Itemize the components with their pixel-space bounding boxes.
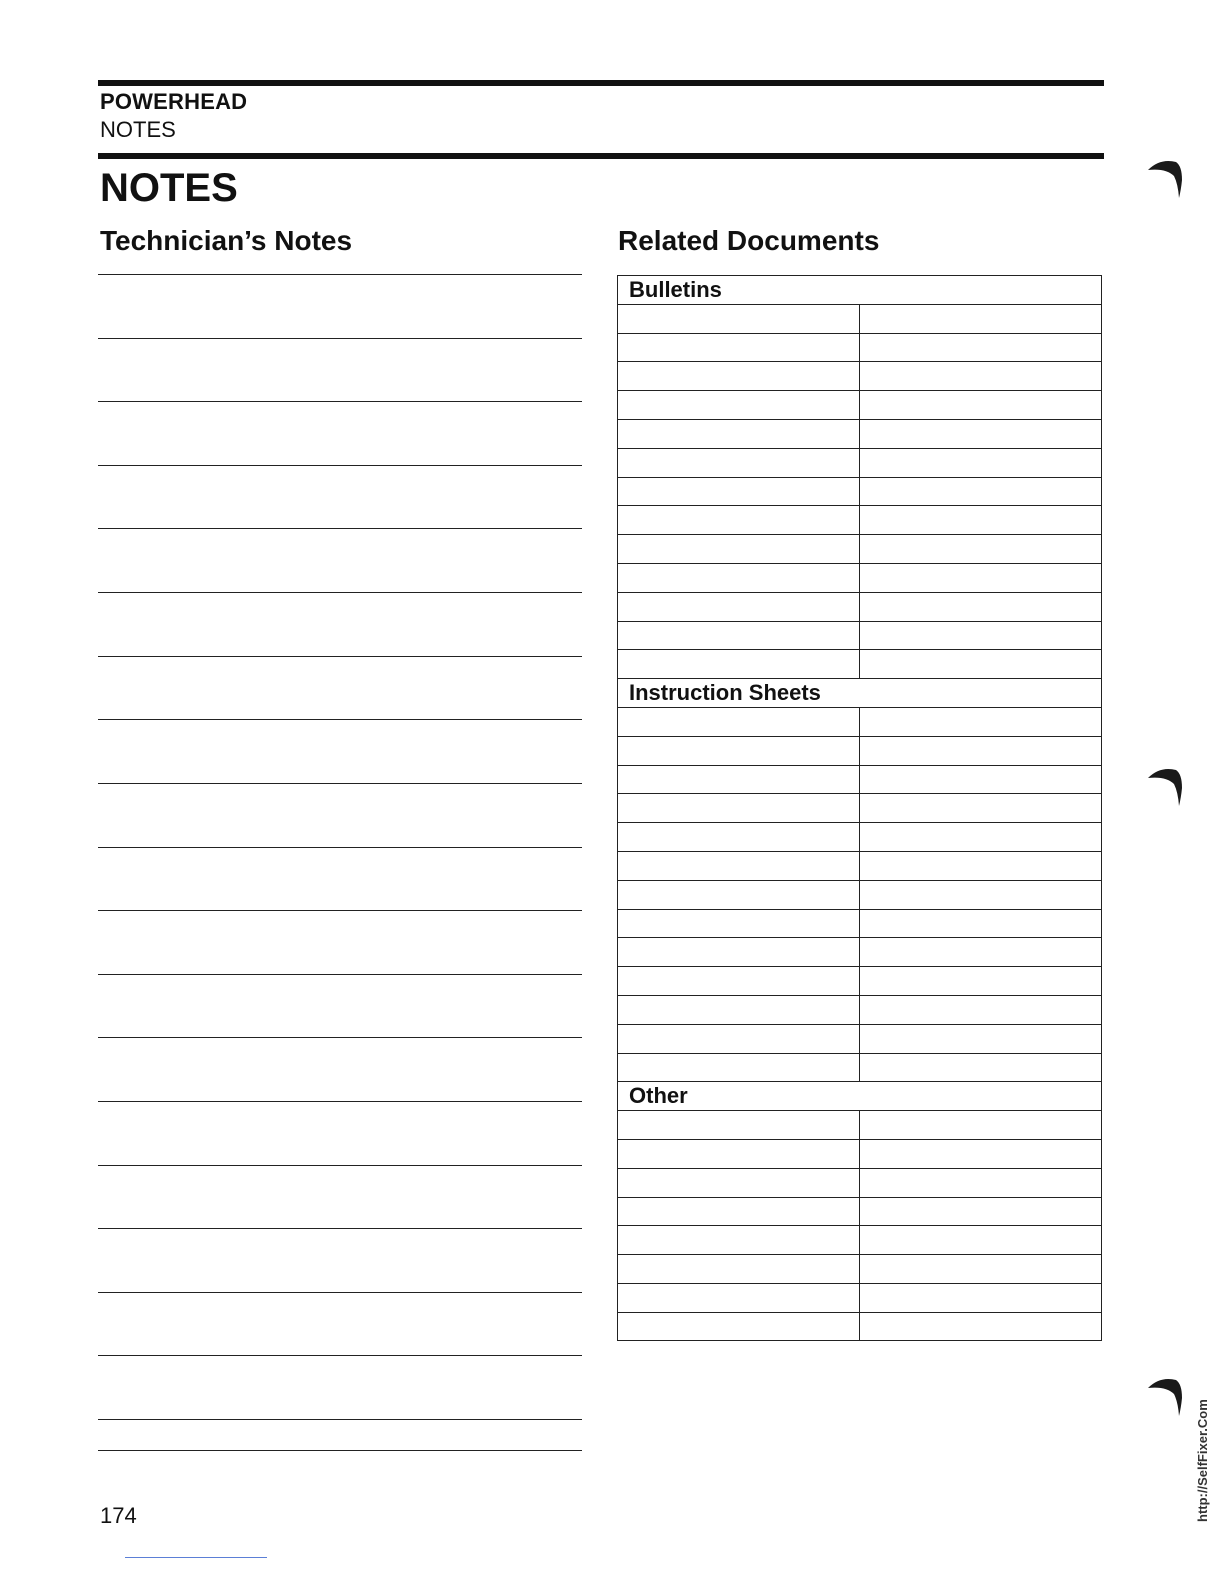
document-number-cell xyxy=(618,995,860,1024)
document-title-cell xyxy=(860,736,1102,765)
document-group-label: Instruction Sheets xyxy=(618,679,1102,708)
document-number-cell xyxy=(618,1283,860,1312)
document-entry-row xyxy=(618,333,1102,362)
document-entry-row xyxy=(618,592,1102,621)
technicians-notes-heading: Technician’s Notes xyxy=(100,225,353,256)
document-number-cell xyxy=(618,419,860,448)
document-number-cell xyxy=(618,880,860,909)
document-title-cell xyxy=(860,909,1102,938)
document-entry-row xyxy=(618,1139,1102,1168)
document-title-cell xyxy=(860,1139,1102,1168)
document-title-cell xyxy=(860,707,1102,736)
document-entry-row xyxy=(618,736,1102,765)
document-number-cell xyxy=(618,1197,860,1226)
document-number-cell xyxy=(618,535,860,564)
document-entry-row xyxy=(618,506,1102,535)
note-line xyxy=(98,338,582,339)
document-group-header-row xyxy=(618,276,1102,305)
document-number-cell xyxy=(618,851,860,880)
document-group-header-row xyxy=(618,1082,1102,1111)
document-title-cell xyxy=(860,1255,1102,1284)
document-title-cell xyxy=(860,880,1102,909)
document-entry-row xyxy=(618,794,1102,823)
document-title-cell xyxy=(860,1226,1102,1255)
document-entry-row xyxy=(618,995,1102,1024)
page-title: NOTES xyxy=(100,166,238,210)
document-entry-row xyxy=(618,391,1102,420)
note-line xyxy=(98,528,582,529)
document-title-cell xyxy=(860,1111,1102,1140)
document-title-cell xyxy=(860,304,1102,333)
document-entry-row xyxy=(618,1053,1102,1082)
document-number-cell xyxy=(618,736,860,765)
note-line xyxy=(98,974,582,975)
document-title-cell xyxy=(860,506,1102,535)
watermark-text: http://SelfFixer.Com xyxy=(1195,1399,1210,1522)
document-title-cell xyxy=(860,995,1102,1024)
document-entry-row xyxy=(618,765,1102,794)
document-number-cell xyxy=(618,967,860,996)
note-line xyxy=(98,1037,582,1038)
document-title-cell xyxy=(860,938,1102,967)
document-entry-row xyxy=(618,535,1102,564)
note-line xyxy=(98,465,582,466)
document-number-cell xyxy=(618,391,860,420)
document-entry-row xyxy=(618,851,1102,880)
document-title-cell xyxy=(860,1024,1102,1053)
document-number-cell xyxy=(618,333,860,362)
note-line xyxy=(98,847,582,848)
document-title-cell xyxy=(860,794,1102,823)
document-title-cell xyxy=(860,419,1102,448)
document-entry-row xyxy=(618,650,1102,679)
document-entry-row xyxy=(618,563,1102,592)
note-line xyxy=(98,656,582,657)
document-title-cell xyxy=(860,1283,1102,1312)
document-number-cell xyxy=(618,765,860,794)
document-entry-row xyxy=(618,967,1102,996)
document-entry-row xyxy=(618,1226,1102,1255)
document-title-cell xyxy=(860,1197,1102,1226)
document-entry-row xyxy=(618,448,1102,477)
document-title-cell xyxy=(860,362,1102,391)
document-title-cell xyxy=(860,535,1102,564)
note-line xyxy=(98,783,582,784)
note-line xyxy=(98,274,582,275)
document-entry-row xyxy=(618,1283,1102,1312)
document-entry-row xyxy=(618,1111,1102,1140)
document-entry-row xyxy=(618,1312,1102,1341)
document-number-cell xyxy=(618,592,860,621)
document-number-cell xyxy=(618,1226,860,1255)
binder-hole-icon xyxy=(1146,1376,1186,1416)
document-number-cell xyxy=(618,1111,860,1140)
document-entry-row xyxy=(618,621,1102,650)
document-group-label: Bulletins xyxy=(618,276,1102,305)
document-title-cell xyxy=(860,391,1102,420)
section-subtitle: NOTES xyxy=(100,117,176,142)
document-entry-row xyxy=(618,909,1102,938)
document-number-cell xyxy=(618,448,860,477)
document-entry-row xyxy=(618,707,1102,736)
document-number-cell xyxy=(618,563,860,592)
note-line xyxy=(98,1450,582,1451)
note-line xyxy=(98,1419,582,1420)
document-title-cell xyxy=(860,1312,1102,1341)
document-number-cell xyxy=(618,1168,860,1197)
document-number-cell xyxy=(618,304,860,333)
note-line xyxy=(98,401,582,402)
document-entry-row xyxy=(618,1168,1102,1197)
document-number-cell xyxy=(618,477,860,506)
footer-link-underline xyxy=(125,1557,267,1558)
section-title: POWERHEAD xyxy=(100,89,248,114)
document-title-cell xyxy=(860,448,1102,477)
document-title-cell xyxy=(860,851,1102,880)
document-number-cell xyxy=(618,823,860,852)
document-title-cell xyxy=(860,563,1102,592)
technicians-notes-lines xyxy=(98,0,582,1584)
document-entry-row xyxy=(618,880,1102,909)
document-entry-row xyxy=(618,477,1102,506)
related-documents-heading: Related Documents xyxy=(618,225,880,256)
binder-hole-icon xyxy=(1146,766,1186,806)
note-line xyxy=(98,1101,582,1102)
document-title-cell xyxy=(860,1053,1102,1082)
binder-hole-icon xyxy=(1146,158,1186,198)
document-entry-row xyxy=(618,1024,1102,1053)
document-title-cell xyxy=(860,592,1102,621)
document-number-cell xyxy=(618,1139,860,1168)
document-entry-row xyxy=(618,419,1102,448)
document-number-cell xyxy=(618,362,860,391)
note-line xyxy=(98,910,582,911)
document-title-cell xyxy=(860,1168,1102,1197)
document-title-cell xyxy=(860,823,1102,852)
document-number-cell xyxy=(618,707,860,736)
document-number-cell xyxy=(618,794,860,823)
document-group-header-row xyxy=(618,679,1102,708)
document-title-cell xyxy=(860,621,1102,650)
note-line xyxy=(98,1292,582,1293)
document-group-label: Other xyxy=(618,1082,1102,1111)
document-number-cell xyxy=(618,909,860,938)
related-documents-table xyxy=(617,275,1102,1341)
document-number-cell xyxy=(618,1024,860,1053)
document-number-cell xyxy=(618,650,860,679)
document-title-cell xyxy=(860,333,1102,362)
document-number-cell xyxy=(618,1255,860,1284)
document-entry-row xyxy=(618,362,1102,391)
page-number: 174 xyxy=(100,1503,137,1528)
document-entry-row xyxy=(618,1255,1102,1284)
document-number-cell xyxy=(618,1053,860,1082)
document-title-cell xyxy=(860,967,1102,996)
document-title-cell xyxy=(860,765,1102,794)
note-line xyxy=(98,1165,582,1166)
document-entry-row xyxy=(618,938,1102,967)
note-line xyxy=(98,1355,582,1356)
document-title-cell xyxy=(860,477,1102,506)
document-title-cell xyxy=(860,650,1102,679)
document-entry-row xyxy=(618,304,1102,333)
document-number-cell xyxy=(618,506,860,535)
document-entry-row xyxy=(618,823,1102,852)
document-number-cell xyxy=(618,1312,860,1341)
document-number-cell xyxy=(618,938,860,967)
note-line xyxy=(98,1228,582,1229)
document-entry-row xyxy=(618,1197,1102,1226)
note-line xyxy=(98,719,582,720)
note-line xyxy=(98,592,582,593)
document-number-cell xyxy=(618,621,860,650)
